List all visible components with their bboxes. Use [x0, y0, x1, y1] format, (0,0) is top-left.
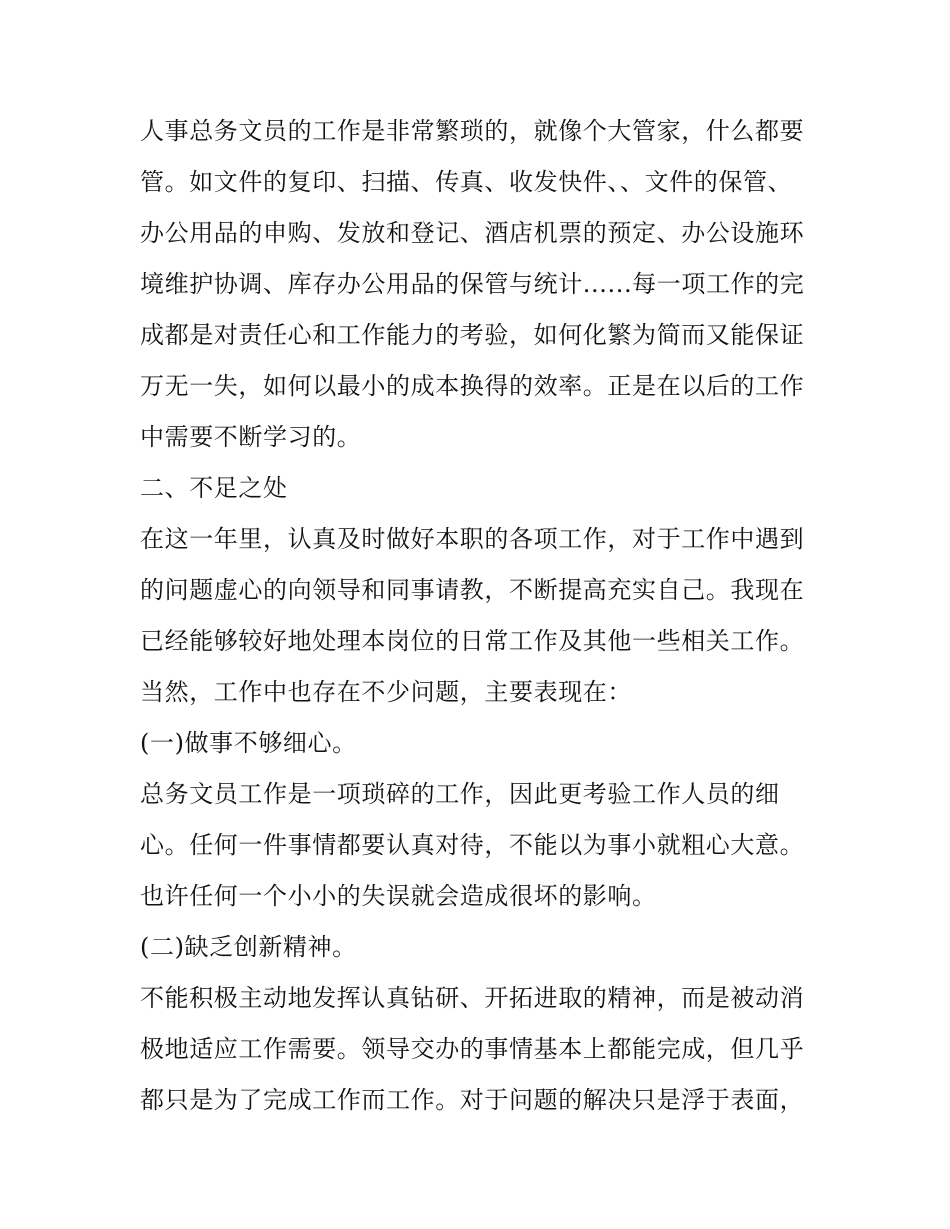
text-line: 总务文员工作是一项琐碎的工作，因此更考验工作人员的细: [140, 780, 780, 808]
text-line: 办公用品的申购、发放和登记、酒店机票的预定、办公设施环: [140, 219, 805, 247]
section-heading: 二、不足之处: [140, 474, 288, 502]
document-body: [140, 106, 820, 1126]
text-line: 心。任何一件事情都要认真对待，不能以为事小就粗心大意。: [140, 831, 805, 859]
text-line: 已经能够较好地处理本岗位的日常工作及其他一些相关工作。: [140, 627, 805, 655]
subsection-heading: (二)缺乏创新精神。: [140, 933, 357, 961]
text-line: 极地适应工作需要。领导交办的事情基本上都能完成，但几乎: [140, 1035, 805, 1063]
text-line: 当然，工作中也存在不少问题，主要表现在：: [140, 678, 632, 706]
text-line: 人事总务文员的工作是非常繁琐的，就像个大管家，什么都要: [140, 117, 805, 145]
text-line: 中需要不断学习的。: [140, 423, 362, 451]
text-line: 成都是对责任心和工作能力的考验，如何化繁为简而又能保证: [140, 321, 805, 349]
text-line: 不能积极主动地发挥认真钻研、开拓进取的精神，而是被动消: [140, 984, 805, 1012]
text-line: 万无一失，如何以最小的成本换得的效率。正是在以后的工作: [140, 372, 805, 400]
text-line: 都只是为了完成工作而工作。对于问题的解决只是浮于表面，: [140, 1086, 805, 1114]
text-line: 的问题虚心的向领导和同事请教，不断提高充实自己。我现在: [140, 576, 805, 604]
subsection-heading: (一)做事不够细心。: [140, 729, 357, 757]
text-line: 在这一年里，认真及时做好本职的各项工作，对于工作中遇到: [140, 525, 805, 553]
text-line: 也许任何一个小小的失误就会造成很坏的影响。: [140, 882, 657, 910]
text-line: 境维护协调、库存办公用品的保管与统计......每一项工作的完: [140, 270, 805, 298]
text-line: 管。如文件的复印、扫描、传真、收发快件、、文件的保管、: [140, 168, 793, 196]
